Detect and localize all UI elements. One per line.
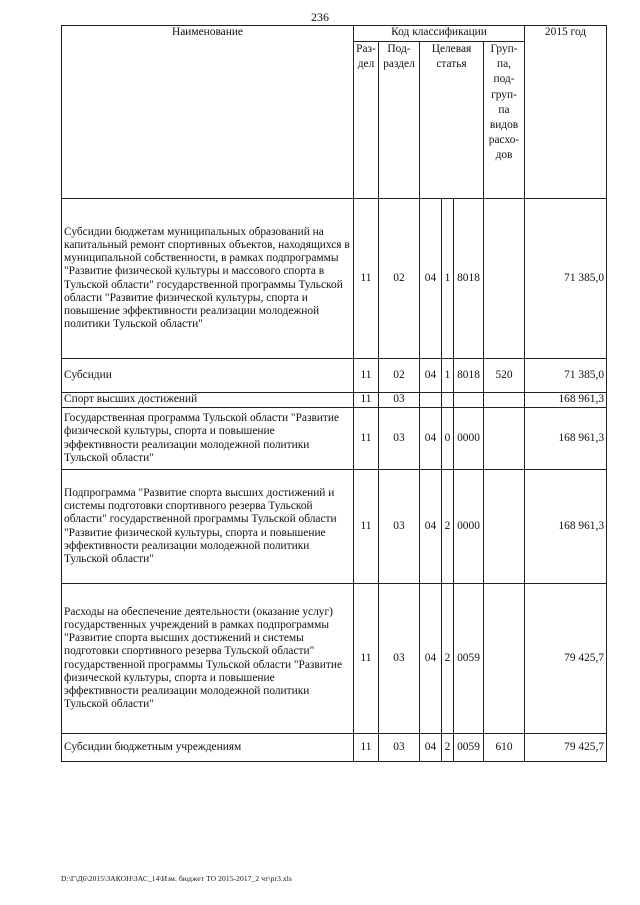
row-section: 11 <box>354 393 379 408</box>
table-row <box>62 734 607 762</box>
table-row <box>62 584 607 734</box>
row-group <box>484 408 525 470</box>
row-target-1: 04 <box>420 199 442 359</box>
header-target-article: Целевая статья <box>420 42 484 199</box>
row-target-3: 0000 <box>454 470 484 584</box>
table-row <box>62 393 607 408</box>
row-target-1: 04 <box>420 408 442 470</box>
row-name: Спорт высших достижений <box>62 393 354 408</box>
row-subsection: 02 <box>379 199 420 359</box>
row-group: 610 <box>484 734 525 762</box>
row-target-3 <box>454 393 484 408</box>
row-target-3: 0059 <box>454 734 484 762</box>
row-target-2: 2 <box>442 470 454 584</box>
row-target-1: 04 <box>420 734 442 762</box>
row-name: Субсидии <box>62 359 354 393</box>
row-target-3: 0000 <box>454 408 484 470</box>
row-target-1: 04 <box>420 359 442 393</box>
row-section: 11 <box>354 584 379 734</box>
table-row <box>62 470 607 584</box>
header-year: 2015 год <box>525 26 607 199</box>
row-target-2: 1 <box>442 359 454 393</box>
table-row <box>62 408 607 470</box>
row-amount: 71 385,0 <box>525 199 607 359</box>
row-amount: 168 961,3 <box>525 393 607 408</box>
row-amount: 168 961,3 <box>525 408 607 470</box>
row-group <box>484 584 525 734</box>
row-section: 11 <box>354 470 379 584</box>
row-target-2: 2 <box>442 584 454 734</box>
row-section: 11 <box>354 359 379 393</box>
row-subsection: 03 <box>379 584 420 734</box>
row-amount: 71 385,0 <box>525 359 607 393</box>
row-target-3: 8018 <box>454 359 484 393</box>
row-group <box>484 470 525 584</box>
header-subsection: Под- раздел <box>379 42 420 199</box>
table-row <box>62 199 607 359</box>
row-section: 11 <box>354 734 379 762</box>
row-group: 520 <box>484 359 525 393</box>
row-name: Расходы на обеспечение деятельности (оказание услуг) государственных учреждений в рамках подпрограммы "Развитие спорта высших достижений и системы подготовки спортивного резерва Тульской области" государственной программы Тульской области "Развитие физической культуры, спорта и повышение эффективности реализации молодежной политики Тульской области" <box>62 584 354 734</box>
row-section: 11 <box>354 408 379 470</box>
row-target-2: 1 <box>442 199 454 359</box>
header-name: Наименование <box>62 26 354 199</box>
page-number: 236 <box>311 10 329 24</box>
row-target-1: 04 <box>420 470 442 584</box>
row-subsection: 02 <box>379 359 420 393</box>
row-name: Государственная программа Тульской области "Развитие физической культуры, спорта и повышение эффективности реализации молодежной политики Тульской области" <box>62 408 354 470</box>
row-target-3: 8018 <box>454 199 484 359</box>
file-path-footer: D:\Г\Д6\2015\ЗАКОН\ЗАС_14\Изм. бюджет ТО 2015-2017_2 чт\pr3.xls <box>61 874 292 883</box>
row-subsection: 03 <box>379 470 420 584</box>
row-target-2: 0 <box>442 408 454 470</box>
row-group <box>484 393 525 408</box>
row-subsection: 03 <box>379 734 420 762</box>
budget-table <box>61 25 607 762</box>
row-amount: 79 425,7 <box>525 584 607 734</box>
row-group <box>484 199 525 359</box>
header-section: Раз- дел <box>354 42 379 199</box>
row-name: Субсидии бюджетным учреждениям <box>62 734 354 762</box>
row-section: 11 <box>354 199 379 359</box>
row-subsection: 03 <box>379 393 420 408</box>
row-target-1: 04 <box>420 584 442 734</box>
row-amount: 79 425,7 <box>525 734 607 762</box>
table-row <box>62 359 607 393</box>
row-subsection: 03 <box>379 408 420 470</box>
header-expense-group: Груп- па, под- груп- па видов расхо- дов <box>484 42 525 199</box>
row-name: Субсидии бюджетам муниципальных образований на капитальный ремонт спортивных объектов, находящихся в муниципальной собственности, в рамках подпрограммы "Развитие физической культуры и массового спорта в Тульской области" государственной программы Тульской области "Развитие физической культуры, спорта и повышение эффективности реализации молодежной политики Тульской области" <box>62 199 354 359</box>
row-amount: 168 961,3 <box>525 470 607 584</box>
row-target-1 <box>420 393 442 408</box>
row-target-2: 2 <box>442 734 454 762</box>
row-target-2 <box>442 393 454 408</box>
row-target-3: 0059 <box>454 584 484 734</box>
header-classification: Код классификации <box>354 26 525 42</box>
row-name: Подпрограмма "Развитие спорта высших достижений и системы подготовки спортивного резерва Тульской области" государственной программы Тульской области "Развитие физической культуры, спорта и повышение эффективности реализации молодежной политики Тульской области" <box>62 470 354 584</box>
